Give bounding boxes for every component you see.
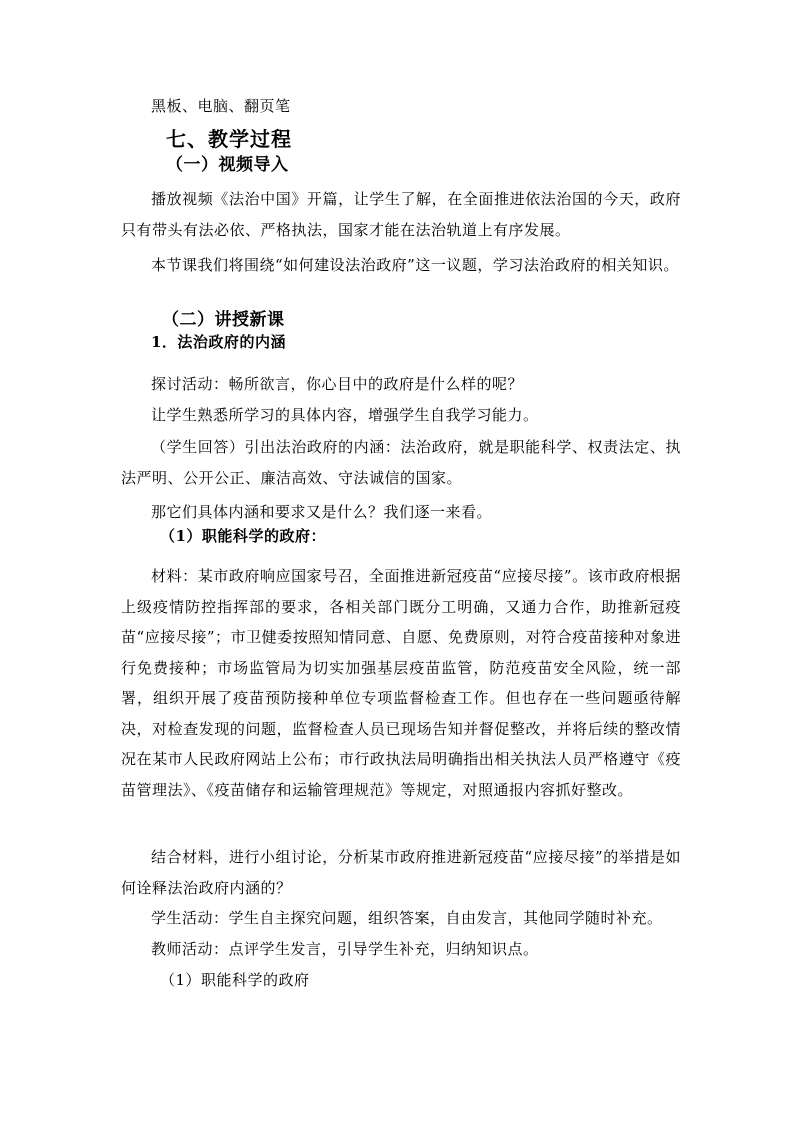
section-title: 七、教学过程: [166, 127, 292, 151]
point-title: （1）职能科学的政府：: [160, 527, 326, 545]
point-label: （1）职能科学的政府: [160, 971, 310, 989]
paragraph-material: 材料：某市政府响应国家号召，全面推进新冠疫苗“应接尽接”。该市政府根据上级疫情防控指挥部的要求，各相关部门既分工明确，又通力合作，助推新冠疫苗“应接尽接”；市卫健委按照知情同意、自愿、免费原则，对符合疫苗接种对象进行免费接种；市场监管局为切实加强基层疫苗监管，防范疫苗安全风险，统一部署，组织开展了疫苗预防接种单位专项监督检查工作。但也存在一些问题亟待解决，对检查发现的问题，监督检查人员已现场告知并督促整改，并将后续的整改情况在某市人民政府网站上公布；市行政执法局明确指出相关执法人员严格遵守《疫苗管理法》、《疫苗储存和运输管理规范》等规定，对照通报内容抓好整改。: [121, 567, 681, 799]
materials-line: 黑板、电脑、翻页笔: [151, 97, 291, 115]
paragraph-discussion: 探讨活动：畅所欲言，你心目中的政府是什么样的呢？: [151, 375, 524, 393]
paragraph-student-activity: 学生活动：学生自主探究问题，组织答案，自由发言，其他同学随时补充。: [151, 909, 663, 927]
part1-title: （一）视频导入: [166, 155, 289, 175]
paragraph-definition: （学生回答）引出法治政府的内涵：法治政府，就是职能科学、权责法定、执法严明、公开公正、廉洁高效、守法诚信的国家。: [121, 438, 681, 487]
paragraph-group-discussion: 结合材料，进行小组讨论，分析某市政府推进新冠疫苗“应接尽接”的举措是如何诠释法治政府内涵的？: [121, 848, 681, 897]
paragraph-familiarize: 让学生熟悉所学习的具体内容，增强学生自我学习能力。: [151, 406, 539, 424]
subsection-title: 1．法治政府的内涵: [151, 333, 286, 351]
paragraph-teacher-activity: 教师活动：点评学生发言，引导学生补充，归纳知识点。: [151, 940, 539, 958]
paragraph-topic: 本节课我们将围绕“如何建设法治政府”这一议题，学习法治政府的相关知识。: [151, 256, 679, 274]
paragraph-transition: 那它们具体内涵和要求又是什么？我们逐一来看。: [151, 503, 493, 521]
part2-title: （二）讲授新课: [162, 310, 285, 330]
paragraph-video-intro: 播放视频《法治中国》开篇，让学生了解，在全面推进依法治国的今天，政府只有带头有法必依、严格执法，国家才能在法治轨道上有序发展。: [121, 190, 681, 239]
